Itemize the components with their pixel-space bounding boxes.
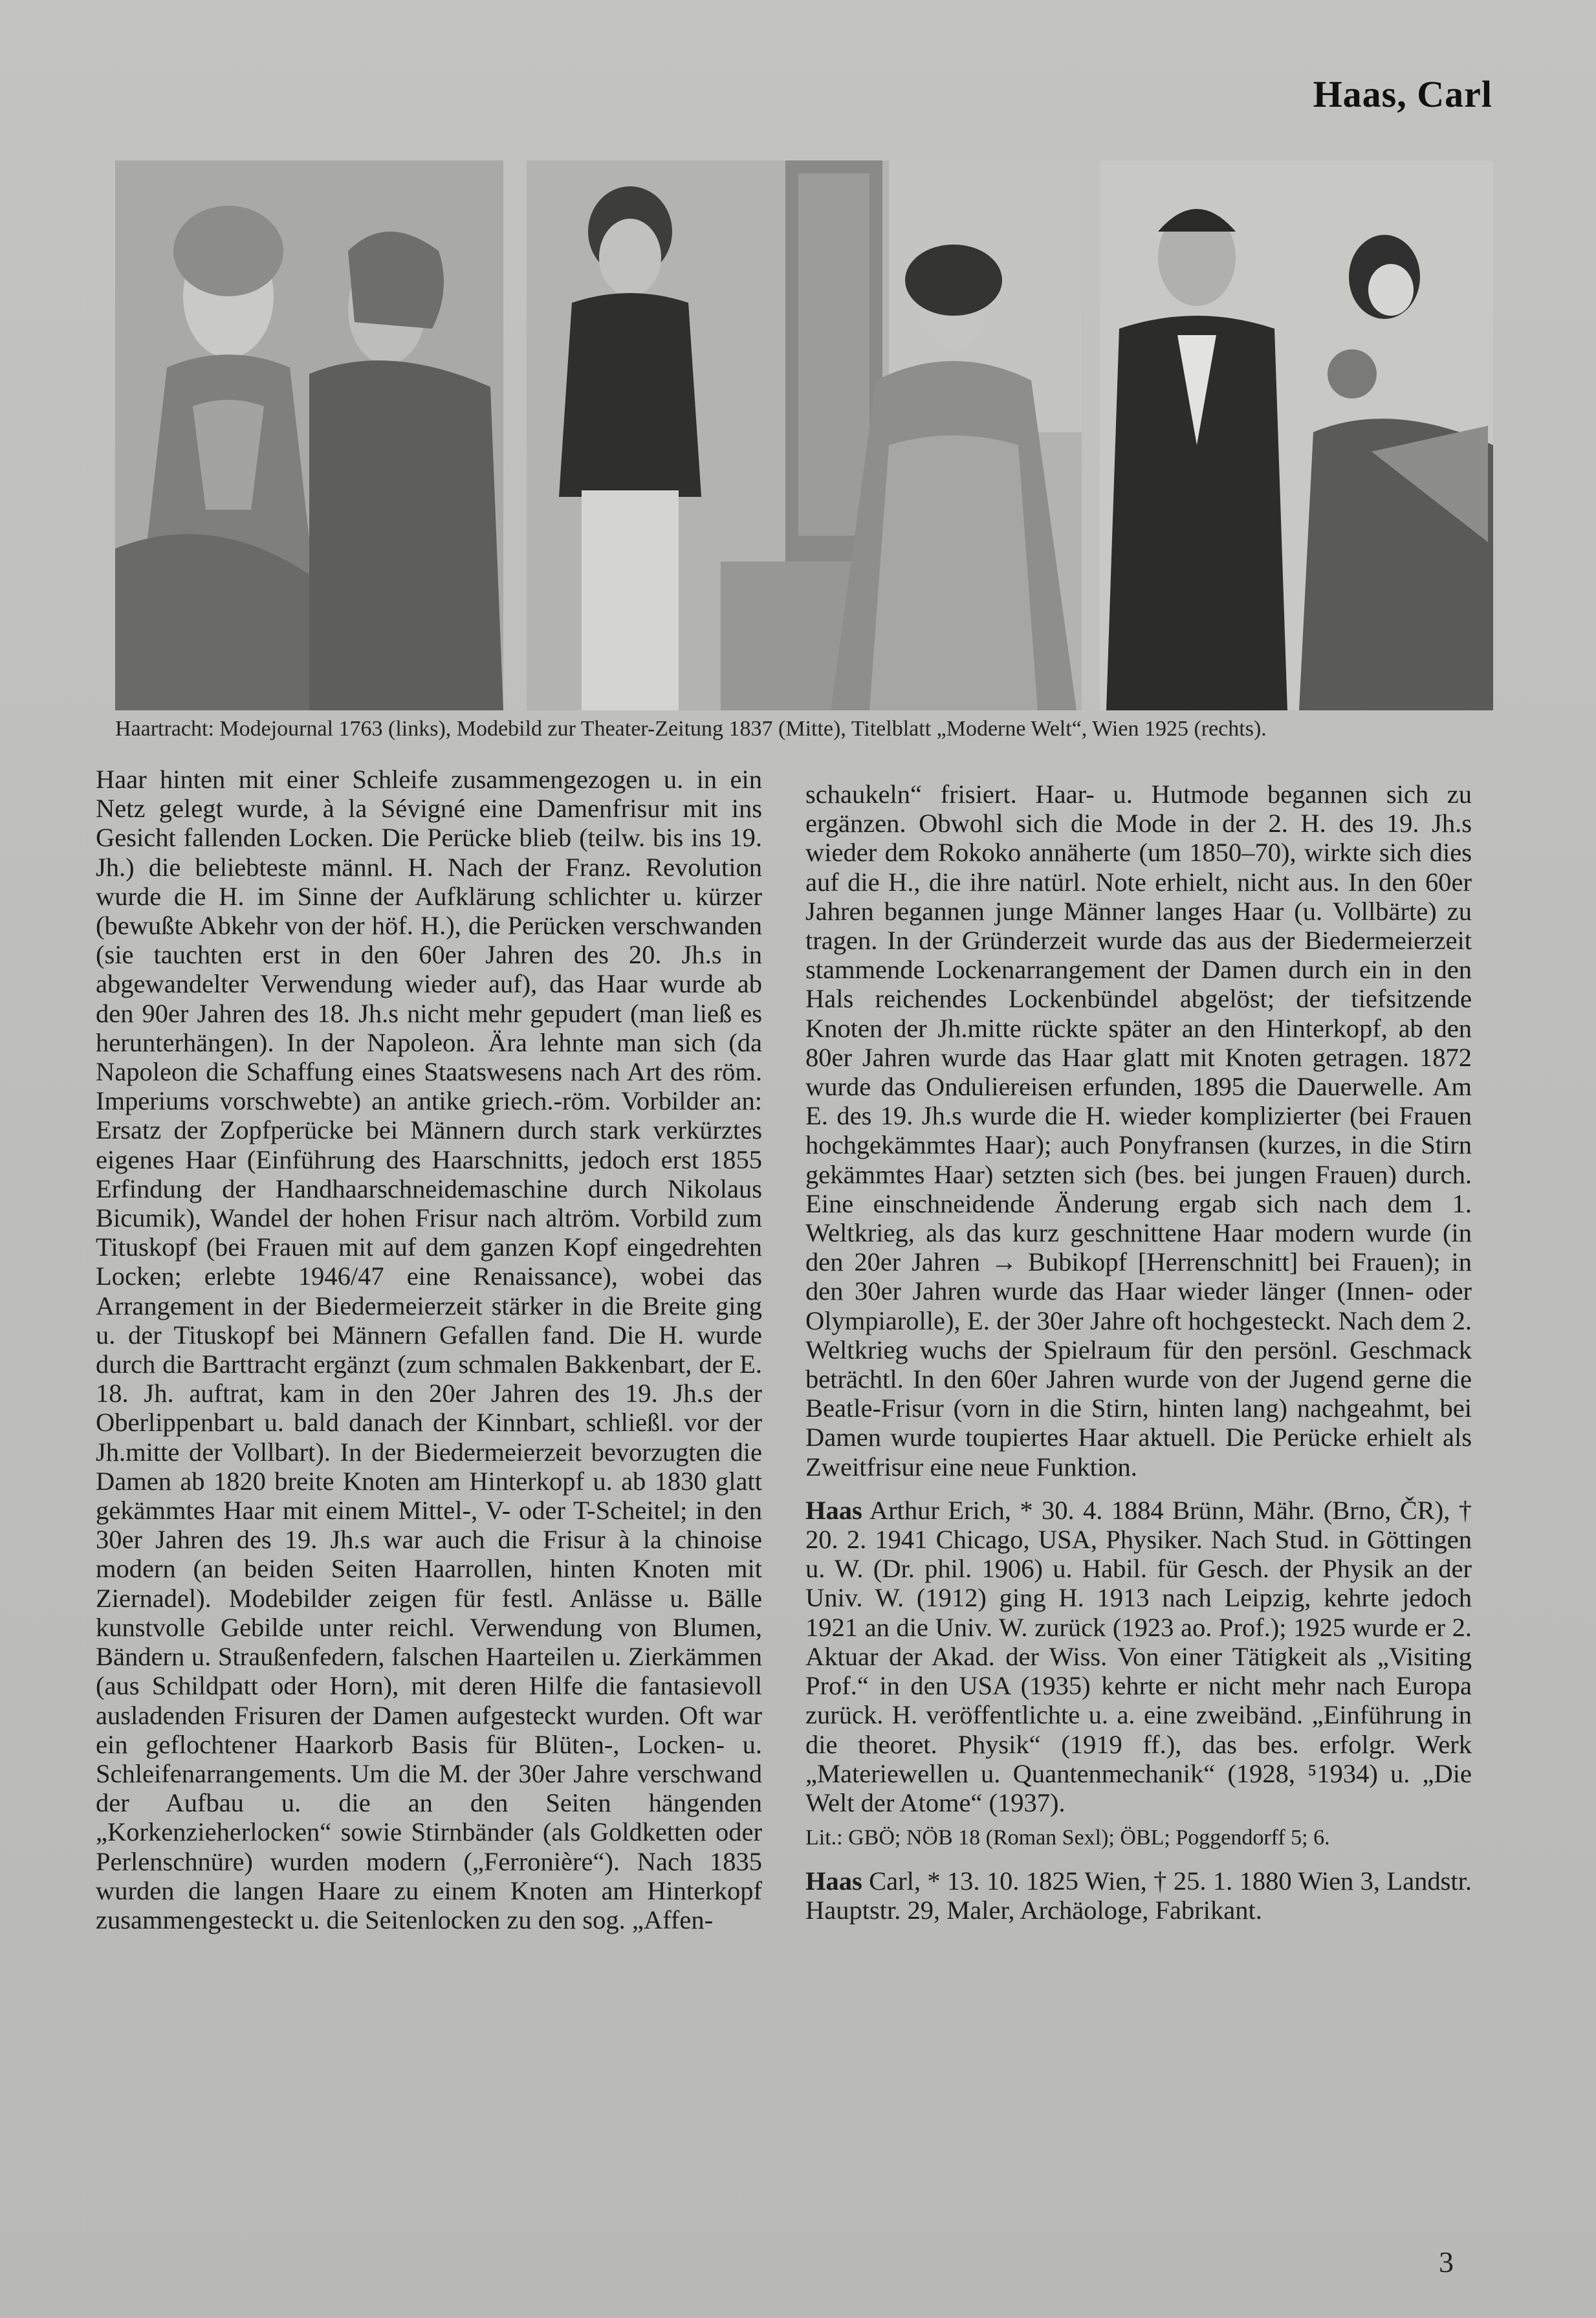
rococo-ladies-illustration <box>115 160 503 710</box>
image-rococo-ladies <box>115 160 503 710</box>
entry-haas-arthur-erich <box>805 1496 1472 1817</box>
illustration-strip <box>115 160 1493 710</box>
left-column <box>96 765 762 1934</box>
entry-headword: Haas <box>805 1866 862 1896</box>
entry-body: Arthur Erich, * 30. 4. 1884 Brünn, Mähr. (Brno, ČR), † 20. 2. 1941 Chicago, USA, Physiker. Nach Stud. in Göttingen u. W. (Dr. phil. 1906) u. Habil. für Gesch. der Physik an der Univ. W. (1912) ging H. 1913 nach Leipzig, kehrte jedoch 1921 an die Univ. W. zurück (1923 ao. Prof.); 1925 wurde er 2. Aktuar der Akad. der Wiss. Von einer Tätigkeit als „Visiting Prof.“ in den USA (1935) kehrte er nicht mehr nach Europa zurück. H. veröffentlichte u. a. eine zweibänd. „Einführung in die theoret. Physik“ (1919 ff.), das bes. erfolgr. Werk „Materiewellen u. Quantenmechanik“ (1928, ⁵1934) u. „Die Welt der Atome“ (1937). <box>805 1495 1472 1817</box>
figure-caption: Haartracht: Modejournal 1763 (links), Modebild zur Theater-Zeitung 1837 (Mitte), Titelblatt „Moderne Welt“, Wien 1925 (rechts). <box>115 717 1267 741</box>
running-header: Haas, Carl <box>1313 73 1492 115</box>
moderne-welt-illustration <box>1100 160 1493 710</box>
biedermeier-couple-illustration <box>527 160 1082 710</box>
entry-headword: Haas <box>805 1495 862 1525</box>
left-column-text: Haar hinten mit einer Schleife zusammengezogen u. in ein Netz gelegt wurde, à la Sévigné eine Damenfrisur mit ins Gesicht fallenden Locken. Die Perücke blieb (teilw. bis ins 19. Jh.) die beliebteste männl. H. Nach der Franz. Revolution wurde die H. im Sinne der Aufklärung schlichter u. kürzer (bewußte Abkehr von der höf. H.), die Perücken verschwanden (sie tauchten erst in den 60er Jahren des 20. Jh.s in abgewandelter Verwendung wieder auf), das Haar wurde ab den 90er Jahren des 18. Jh.s nicht mehr gepudert (man ließ es herunterhängen). In der Napoleon. Ära lehnte man sich (da Napoleon die Schaffung eines Staatswesens nach Art des röm. Imperiums vorschwebte) an antike griech.-röm. Vorbilder an: Ersatz der Zopfperücke bei Männern durch stark verkürztes eigenes Haar (Einführung des Haarschnitts, jedoch erst 1855 Erfindung der Handhaarschneidemaschine durch Nikolaus Bicumik), Wandel der hohen Frisur nach altröm. Vorbild zum Tituskopf (bei Frauen mit auf dem ganzen Kopf eingedrehten Locken; erlebte 1946/47 eine Renaissance), wobei das Arrangement in der Biedermeierzeit stärker in die Breite ging u. der Tituskopf bei Männern Gefallen fand. Die H. wurde durch die Barttracht ergänzt (zum schmalen Bakkenbart, der E. 18. Jh. auftrat, kam in den 20er Jahren des 19. Jh.s der Oberlippenbart u. bald danach der Kinnbart, schließl. vor der Jh.mitte der Vollbart). In der Biedermeierzeit bevorzugten die Damen ab 1820 breite Knoten am Hinterkopf u. ab 1830 glatt gekämmtes Haar mit einem Mittel-, V- oder T-Scheitel; in den 30er Jahren des 19. Jh.s war auch die Frisur à la chinoise modern (an beiden Seiten Haarrollen, hinten Knoten mit Ziernadel). Modebilder zeigen für festl. Anlässe u. Bälle kunstvolle Gebilde unter reichl. Verwendung von Blumen, Bändern u. Straußenfedern, falschen Haarteilen u. Zierkämmen (aus Schildpatt oder Horn), mit deren Hilfe die fantasievoll ausladenden Frisuren der Damen aufgesteckt wurden. Oft war ein geflochtener Haarkorb Basis für Blüten-, Locken- u. Schleifenarrangements. Um die M. der 30er Jahre verschwand der Aufbau u. die an den Seiten hängenden „Korkenzieherlocken“ sowie Stirnbänder (als Goldketten oder Perlenschnüre) wurden modern („Ferronière“). Nach 1835 wurden die langen Haare zu einem Knoten am Hinterkopf zusammengesteckt u. die Seitenlocken zu den sog. „Affen- <box>96 765 762 1934</box>
entry-body: Carl, * 13. 10. 1825 Wien, † 25. 1. 1880 Wien 3, Landstr. Hauptstr. 29, Maler, Archäologe, Fabrikant. <box>805 1866 1472 1925</box>
right-column <box>805 780 1472 1925</box>
entry-haas-carl <box>805 1866 1472 1925</box>
right-column-text: schaukeln“ frisiert. Haar- u. Hutmode begannen sich zu ergänzen. Obwohl sich die Mode in der 2. H. des 19. Jh.s wieder dem Rokoko annäherte (um 1850–70), wirkte sich dies auf die H., die ihre natürl. Note erhielt, nicht aus. In den 60er Jahren begannen junge Männer langes Haar (u. Vollbärte) zu tragen. In der Gründerzeit wurde das aus der Biedermeierzeit stammende Lockenarrangement der Damen durch ein in den Hals reichendes Lockenbündel abgelöst; der tiefsitzende Knoten der Jh.mitte rückte später an den Hinterkopf, ab den 80er Jahren wurde das Haar glatt mit Knoten getragen. 1872 wurde das Ondulierеisen erfunden, 1895 die Dauerwelle. Am E. des 19. Jh.s wurde die H. wieder komplizierter (bei Frauen hochgekämmtes Haar); auch Ponyfransen (kurzes, in die Stirn gekämmtes Haar) setzten sich (bes. bei jungen Frauen) durch. Eine einschneidende Änderung ergab sich nach dem 1. Weltkrieg, als das kurz geschnittene Haar modern wurde (in den 20er Jahren → Bubikopf [Herrenschnitt] bei Frauen); in den 30er Jahren wurde das Haar wieder länger (Innen- oder Olympiarolle), E. der 30er Jahre oft hochgesteckt. Nach dem 2. Weltkrieg wuchs der Spielraum für den persönl. Geschmack beträchtl. In den 60er Jahren wurde von der Jugend gerne die Beatle-Frisur (vorn in die Stirn, hinten lang) nachgeahmt, bei Damen wurde toupiertes Haar aktuell. Die Perücke erhielt als Zweitfrisur eine neue Funktion. <box>805 780 1472 1482</box>
image-biedermeier-couple <box>527 160 1082 710</box>
image-moderne-welt-1925 <box>1100 160 1493 710</box>
page-number: 3 <box>1439 2246 1454 2279</box>
entry-literature: Lit.: GBÖ; NÖB 18 (Roman Sexl); ÖBL; Poggendorff 5; 6. <box>805 1826 1330 1850</box>
